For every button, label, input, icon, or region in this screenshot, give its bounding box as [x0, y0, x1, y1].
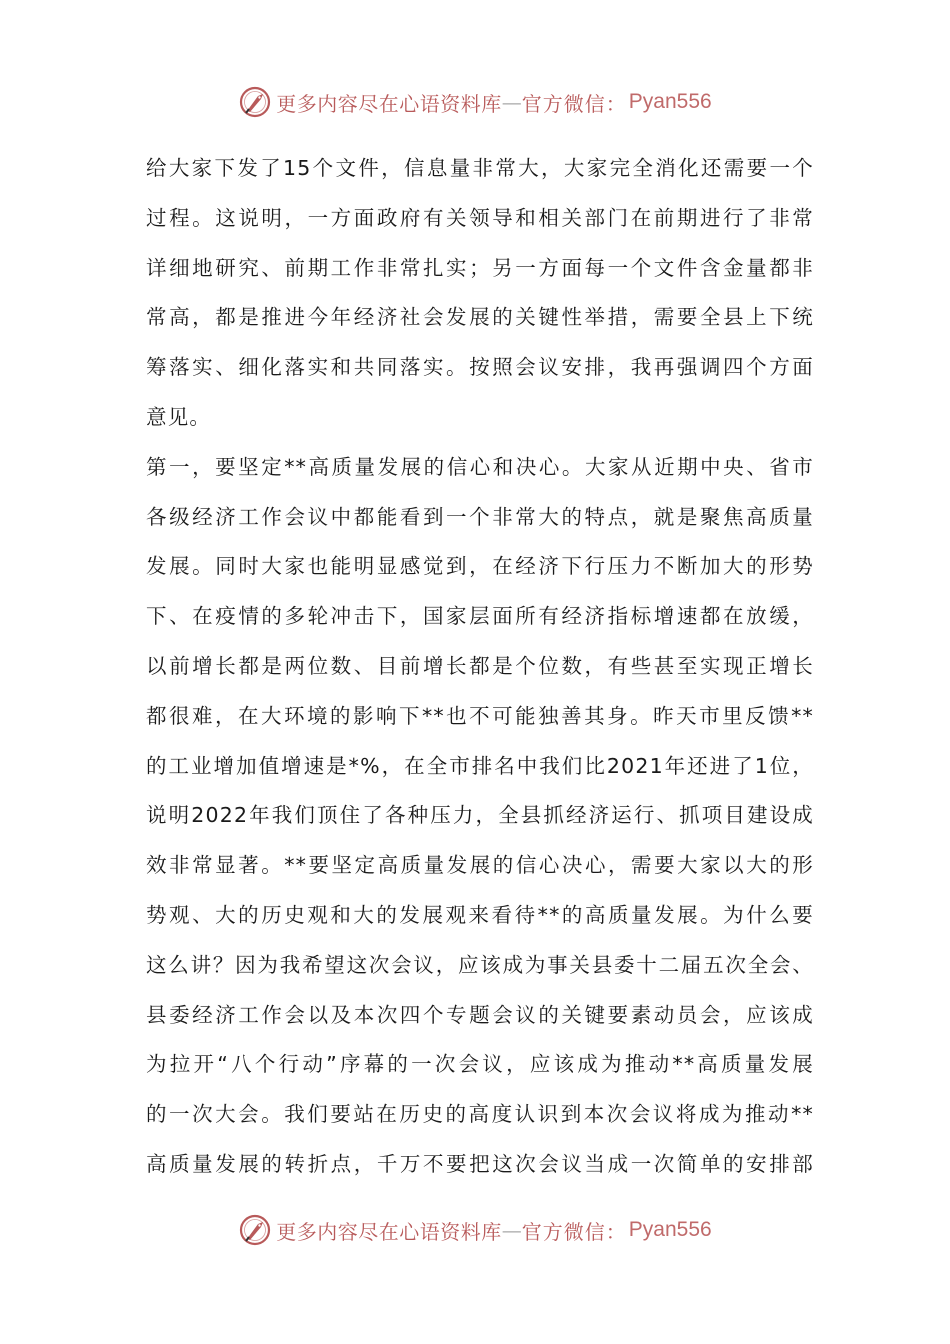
paragraph-intro [146, 144, 814, 443]
text-line: 效非常显著。**要坚定高质量发展的信心决心，需要大家以大的形 [146, 853, 814, 878]
separator-dash: — [501, 1218, 522, 1242]
text-line: 筹落实、细化落实和共同落实。按照会议安排，我再强调四个方面 [146, 355, 814, 380]
text-line: 给大家下发了15个文件，信息量非常大，大家完全消化还需要一个 [146, 156, 814, 180]
brand-text: 更多内容尽在心语资料库 [276, 91, 502, 116]
text-line: 常高，都是推进今年经济社会发展的关键性举措，需要全县上下统 [146, 305, 814, 330]
text-line: 各级经济工作会议中都能看到一个非常大的特点，就是聚焦高质量 [146, 504, 814, 529]
text-line: 过程。这说明，一方面政府有关领导和相关部门在前期进行了非常 [146, 205, 814, 230]
document-body [146, 144, 814, 1190]
footer-watermark-banner [0, 1210, 950, 1250]
text-line: 都很难，在大环境的影响下**也不可能独善其身。昨天市里反馈** [146, 703, 814, 728]
wechat-label: 官方微信： [521, 1219, 627, 1244]
wechat-id: Pyan556 [628, 90, 712, 113]
text-line: 这么讲？因为我希望这次会议，应该成为事关县委十二届五次全会、 [146, 952, 814, 977]
text-line: 以前增长都是两位数、目前增长都是个位数，有些甚至实现正增长 [146, 653, 814, 678]
wechat-label: 官方微信： [521, 91, 627, 116]
text-line: 的工业增加值增速是*%，在全市排名中我们比2021年还进了1位， [146, 753, 814, 778]
header-watermark-banner [0, 82, 950, 122]
separator-dash: — [501, 90, 522, 114]
header-watermark-text [276, 88, 711, 117]
brand-text: 更多内容尽在心语资料库 [276, 1219, 502, 1244]
pen-nib-logo-icon [238, 1213, 272, 1247]
text-line: 意见。 [146, 404, 212, 429]
pen-nib-logo-icon [238, 85, 272, 119]
text-line: 高质量发展的转折点，千万不要把这次会议当成一次简单的安排部 [146, 1151, 814, 1176]
text-line: 的一次大会。我们要站在历史的高度认识到本次会议将成为推动** [146, 1102, 814, 1127]
text-line: 说明2022年我们顶住了各种压力，全县抓经济运行、抓项目建设成 [146, 803, 814, 828]
wechat-id: Pyan556 [628, 1218, 712, 1241]
text-line: 势观、大的历史观和大的发展观来看待**的高质量发展。为什么要 [146, 902, 814, 927]
text-line: 第一，要坚定**高质量发展的信心和决心。大家从近期中央、省市 [146, 454, 814, 479]
text-line: 发展。同时大家也能明显感觉到，在经济下行压力不断加大的形势 [146, 554, 814, 579]
text-line: 为拉开“八个行动”序幕的一次会议，应该成为推动**高质量发展 [146, 1052, 814, 1077]
footer-watermark-text [276, 1216, 711, 1245]
text-line: 下、在疫情的多轮冲击下，国家层面所有经济指标增速都在放缓， [146, 604, 814, 629]
paragraph-first-point [146, 443, 814, 1190]
text-line: 县委经济工作会以及本次四个专题会议的关键要素动员会，应该成 [146, 1002, 814, 1027]
text-line: 详细地研究、前期工作非常扎实；另一方面每一个文件含金量都非 [146, 255, 814, 280]
